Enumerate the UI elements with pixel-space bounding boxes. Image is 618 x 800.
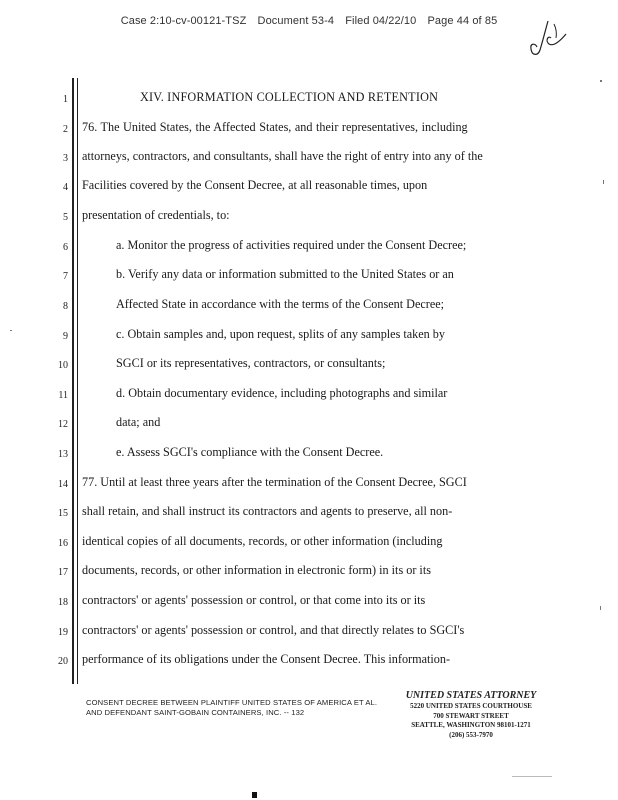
- line-number: 20: [58, 656, 68, 667]
- line-number: 17: [58, 567, 68, 578]
- paragraph-line: Facilities covered by the Consent Decree, at all reasonable times, upon: [82, 178, 428, 192]
- line-number: 13: [58, 449, 68, 460]
- paragraph-line: shall retain, and shall instruct its contractors and agents to preserve, all non-: [82, 504, 453, 518]
- page-count: Page 44 of 85: [427, 15, 498, 27]
- paragraph-line: documents, records, or other information in electronic form) in its or its: [82, 563, 431, 577]
- list-item: a. Monitor the progress of activities required under the Consent Decree;: [116, 238, 467, 252]
- line-number: 7: [63, 271, 68, 282]
- footer-address-block: [396, 690, 546, 740]
- paragraph-line: contractors' or agents' possession or control, or that come into its or its: [82, 593, 426, 607]
- paragraph-line: 76. The United States, the Affected States, and their representatives, including: [82, 120, 468, 134]
- scan-speck: [600, 606, 601, 610]
- list-item: c. Obtain samples and, upon request, splits of any samples taken by: [116, 327, 445, 341]
- document-number: Document 53-4: [257, 15, 335, 27]
- line-number: 4: [63, 182, 68, 193]
- line-number: 8: [63, 301, 68, 312]
- scan-speck: [512, 776, 552, 777]
- section-heading: XIV. INFORMATION COLLECTION AND RETENTION: [140, 90, 439, 104]
- footer-caption: [86, 698, 396, 718]
- line-number: 18: [58, 597, 68, 608]
- paragraph-line: 77. Until at least three years after the termination of the Consent Decree, SGCI: [82, 475, 467, 489]
- address-line: 700 STEWART STREET: [433, 711, 509, 720]
- paragraph-line: attorneys, contractors, and consultants, shall have the right of entry into any of the: [82, 149, 483, 163]
- line-number: 6: [63, 242, 68, 253]
- scan-speck: [10, 330, 12, 331]
- scan-speck: [603, 180, 604, 184]
- list-item: b. Verify any data or information submitted to the United States or an: [116, 267, 454, 281]
- line-number: 15: [58, 508, 68, 519]
- paragraph-line: performance of its obligations under the Consent Decree. This information-: [82, 652, 451, 666]
- line-number: 2: [63, 124, 68, 135]
- list-item-continuation: SGCI or its representatives, contractors, or consultants;: [116, 356, 386, 370]
- line-number: 16: [58, 538, 68, 549]
- filed-date: Filed 04/22/10: [345, 15, 417, 27]
- list-item: e. Assess SGCI's compliance with the Consent Decree.: [116, 445, 384, 459]
- line-number: 3: [63, 153, 68, 164]
- footer-caption-line: AND DEFENDANT SAINT-GOBAIN CONTAINERS, INC. -- 132: [86, 708, 305, 717]
- line-number: 5: [63, 212, 68, 223]
- office-name: UNITED STATES ATTORNEY: [405, 690, 537, 701]
- line-number: 14: [58, 479, 68, 490]
- footer-caption-line: CONSENT DECREE BETWEEN PLAINTIFF UNITED STATES OF AMERICA ET AL.: [86, 698, 378, 707]
- handwritten-initials: [526, 18, 570, 60]
- line-number: 11: [58, 390, 68, 401]
- margin-rule-inner: [77, 78, 78, 684]
- address-line: 5220 UNITED STATES COURTHOUSE: [410, 702, 532, 710]
- address-line: SEATTLE, WASHINGTON 98101-1271: [411, 721, 531, 729]
- scan-speck: [600, 80, 602, 82]
- paragraph-line: identical copies of all documents, records, or other information (including: [82, 534, 443, 548]
- list-item: d. Obtain documentary evidence, including photographs and similar: [116, 386, 448, 400]
- phone-number: (206) 553-7970: [449, 730, 493, 739]
- line-number: 10: [58, 360, 68, 371]
- scan-mark: [252, 792, 257, 798]
- list-item-continuation: Affected State in accordance with the terms of the Consent Decree;: [116, 297, 445, 311]
- margin-rule: [72, 78, 74, 684]
- case-number: Case 2:10-cv-00121-TSZ: [120, 15, 247, 27]
- line-number: 1: [63, 94, 68, 105]
- line-number: 9: [63, 331, 68, 342]
- paragraph-line: contractors' or agents' possession or control, and that directly relates to SGCI's: [82, 623, 465, 637]
- paragraph-line: presentation of credentials, to:: [82, 208, 230, 222]
- line-number: 12: [58, 419, 68, 430]
- list-item-continuation: data; and: [116, 415, 161, 429]
- line-number: 19: [58, 627, 68, 638]
